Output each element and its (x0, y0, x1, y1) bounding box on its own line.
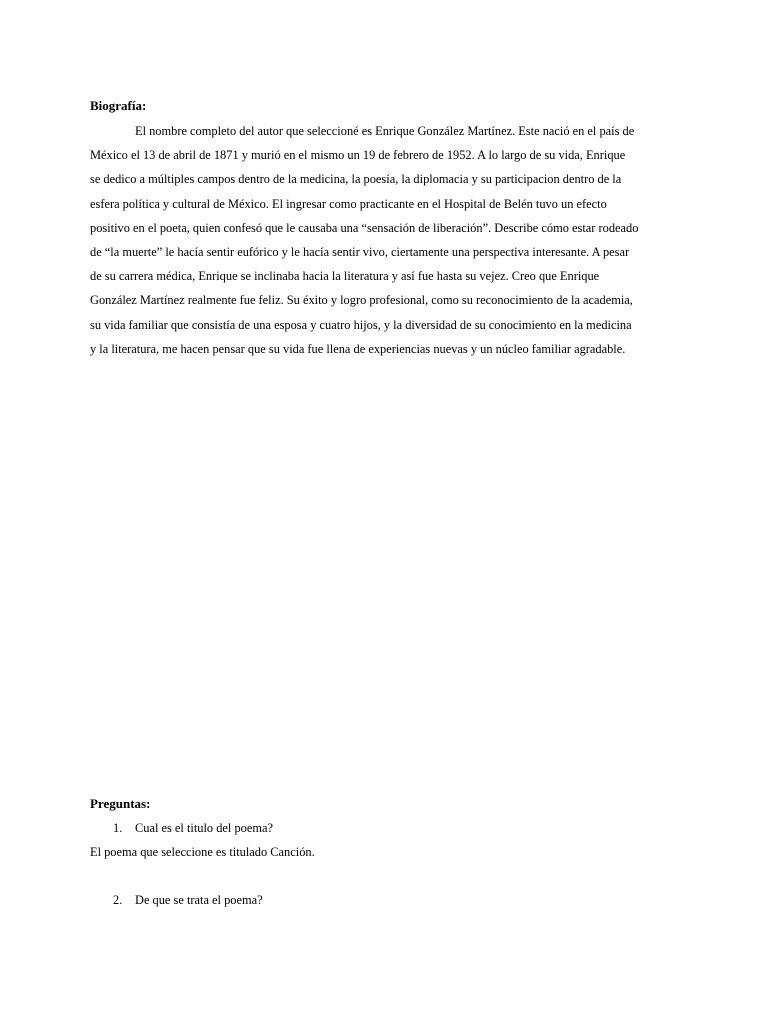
biography-paragraph (90, 119, 678, 361)
biography-line: de su carrera médica, Enrique se inclinaba hacia la literatura y así fue hasta su vejez. Creo que Enrique (90, 269, 600, 284)
question-item (113, 892, 263, 908)
biography-line: de “la muerte” le hacía sentir eufórico y le hacía sentir vivo, ciertamente una perspectiva interesante. A pesar (90, 245, 630, 260)
biography-line: El nombre completo del autor que seleccioné es Enrique González Martínez. Este nació en el país de (135, 124, 635, 138)
biography-line: México el 13 de abril de 1871 y murió en el mismo un 19 de febrero de 1952. A lo largo de su vida, Enrique (90, 148, 626, 163)
questions-heading: Preguntas: (90, 796, 151, 811)
biography-line: positivo en el poeta, quien confesó que le causaba una “sensación de liberación”. Describe cómo estar rodeado (90, 220, 639, 235)
question-item (113, 820, 273, 836)
question-number: 1. (113, 821, 123, 835)
question-text: Cual es el titulo del poema? (135, 821, 273, 835)
question-text: De que se trata el poema? (135, 893, 263, 907)
biography-line: su vida familiar que consistía de una esposa y cuatro hijos, y la diversidad de su conocimiento en la medicina (90, 317, 632, 332)
question-number: 2. (113, 893, 123, 907)
biography-line: González Martínez realmente fue feliz. Su éxito y logro profesional, como su reconocimiento de la academia, (90, 293, 633, 308)
biography-heading: Biografía: (90, 98, 147, 113)
biography-line: esfera política y cultural de México. El ingresar como practicante en el Hospital de Belén tuvo un efecto (90, 196, 607, 211)
answer-text: El poema que seleccione es titulado Canción. (90, 845, 315, 859)
biography-line: se dedico a múltiples campos dentro de la medicina, la poesía, la diplomacia y su participacion dentro de la (90, 172, 622, 187)
biography-line: y la literatura, me hacen pensar que su vida fue llena de experiencias nuevas y un núcleo familiar agradable. (90, 341, 626, 356)
